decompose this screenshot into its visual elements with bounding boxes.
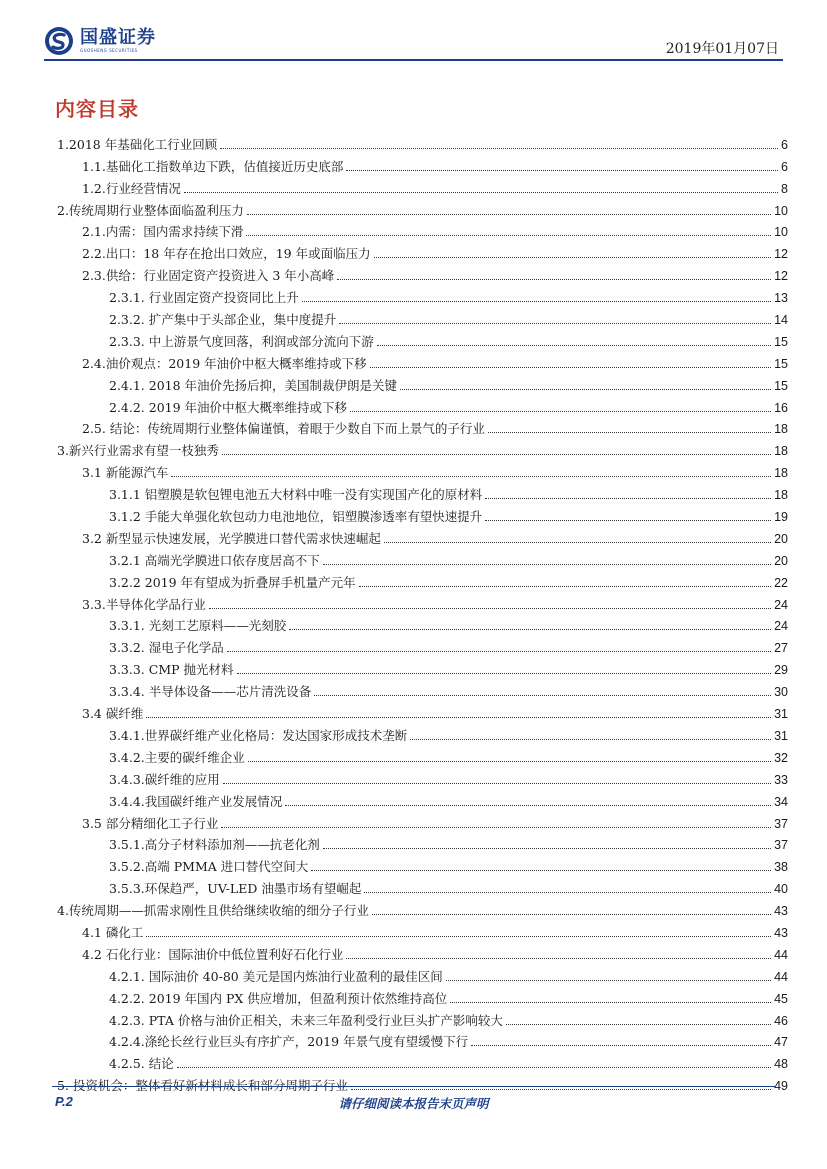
toc-entry-page: 49 [774, 1079, 788, 1094]
toc-dot-leader [372, 914, 771, 915]
toc-entry[interactable] [57, 810, 788, 832]
company-name: 国盛证券 [80, 27, 156, 48]
toc-dot-leader [314, 695, 771, 696]
toc-dot-leader [221, 827, 771, 828]
footer-divider [52, 1086, 775, 1087]
toc-dot-leader [339, 323, 771, 324]
toc-entry-label: 3.5.1.高分子材料添加剂——抗老化剂 [109, 837, 320, 853]
toc-dot-leader [285, 805, 771, 806]
toc-entry-page: 44 [774, 947, 788, 962]
toc-entry-page: 24 [774, 597, 788, 612]
toc-entry-page: 48 [774, 1057, 788, 1072]
toc-entry[interactable] [57, 1007, 788, 1029]
toc-entry-page: 27 [774, 641, 788, 656]
toc-entry-page: 10 [774, 203, 788, 218]
toc-dot-leader [177, 1067, 771, 1068]
toc-entry[interactable] [57, 613, 788, 635]
toc-dot-leader [374, 257, 771, 258]
toc-entry-page: 32 [774, 750, 788, 765]
toc-entry-page: 31 [774, 707, 788, 722]
toc-entry[interactable] [57, 350, 788, 372]
toc-entry-page: 12 [774, 269, 788, 284]
toc-entry-label: 4.传统周期——抓需求刚性且供给继续收缩的细分子行业 [57, 903, 369, 919]
toc-entry-label: 3.3.1. 光刻工艺原料——光刻胶 [109, 618, 287, 634]
toc-dot-leader [400, 389, 771, 390]
toc-dot-leader [485, 498, 771, 499]
toc-entry-page: 12 [774, 247, 788, 262]
header-divider [44, 59, 783, 61]
footer-disclaimer: 请仔细阅读本报告末页声明 [338, 1096, 489, 1111]
toc-entry[interactable] [57, 503, 788, 525]
toc-entry-label: 2.4.1. 2018 年油价先扬后抑，美国制裁伊朗是关键 [109, 377, 398, 393]
toc-entry-page: 22 [774, 575, 788, 590]
toc-entry-page: 6 [781, 137, 788, 152]
toc-dot-leader [247, 214, 771, 215]
toc-dot-leader [209, 608, 771, 609]
toc-entry-label: 2.3.供给：行业固定资产投资进入 3 年小高峰 [82, 268, 335, 284]
toc-entry-label: 3.3.2. 湿电子化学品 [109, 640, 224, 656]
toc-entry-page: 14 [774, 313, 788, 328]
toc-entry[interactable] [57, 131, 788, 153]
toc-dot-leader [248, 761, 771, 762]
toc-entry[interactable] [57, 766, 788, 788]
toc-dot-leader [384, 542, 771, 543]
toc-dot-leader [410, 739, 771, 740]
toc-entry-label: 3.1.1 铝塑膜是软包锂电池五大材料中唯一没有实现国产化的原材料 [109, 487, 483, 503]
toc-entry-label: 2.传统周期行业整体面临盈利压力 [57, 202, 244, 218]
toc-entry[interactable] [57, 1050, 788, 1072]
toc-dot-leader [227, 651, 771, 652]
toc-entry-label: 3.4.2.主要的碳纤维企业 [109, 749, 245, 765]
toc-entry[interactable] [57, 306, 788, 328]
toc-entry[interactable] [57, 700, 788, 722]
toc-entry-label: 3.5 部分精细化工子行业 [82, 815, 219, 831]
toc-entry[interactable] [57, 1029, 788, 1051]
report-date: 2019年01月07日 [665, 41, 779, 57]
toc-dot-leader [289, 629, 771, 630]
toc-entry[interactable] [57, 262, 788, 284]
toc-entry[interactable] [57, 897, 788, 919]
toc-entry-page: 18 [774, 422, 788, 437]
toc-entry[interactable] [57, 394, 788, 416]
toc-entry-page: 31 [774, 728, 788, 743]
toc-entry[interactable] [57, 569, 788, 591]
toc-entry-label: 3.5.3.环保趋严，UV-LED 油墨市场有望崛起 [109, 881, 362, 897]
toc-entry-page: 43 [774, 904, 788, 919]
toc-entry-page: 15 [774, 334, 788, 349]
toc-title: 内容目录 [55, 97, 139, 121]
toc-entry[interactable] [57, 678, 788, 700]
toc-dot-leader [488, 432, 771, 433]
toc-entry[interactable] [57, 284, 788, 306]
toc-entry-page: 16 [774, 400, 788, 415]
toc-entry[interactable] [57, 853, 788, 875]
toc-entry-label: 2.3.3. 中上游景气度回落，利润或部分流向下游 [109, 333, 374, 349]
toc-entry-label: 2.4.油价观点：2019 年油价中枢大概率维持或下移 [82, 355, 367, 371]
toc-entry[interactable] [57, 240, 788, 262]
toc-entry-page: 45 [774, 991, 788, 1006]
toc-entry-label: 4.1 磷化工 [82, 924, 144, 940]
toc-dot-leader [346, 170, 778, 171]
toc-entry-label: 1.2018 年基础化工行业回顾 [57, 136, 218, 152]
toc-dot-leader [220, 148, 778, 149]
toc-dot-leader [506, 1024, 771, 1025]
toc-dot-leader [346, 958, 771, 959]
toc-entry-page: 34 [774, 794, 788, 809]
toc-entry-page: 20 [774, 553, 788, 568]
toc-entry-page: 46 [774, 1013, 788, 1028]
toc-entry[interactable] [57, 175, 788, 197]
toc-entry-page: 29 [774, 663, 788, 678]
toc-entry-label: 3.5.2.高端 PMMA 进口替代空间大 [109, 859, 309, 875]
toc-entry-label: 2.2.出口：18 年存在抢出口效应，19 年或面临压力 [82, 246, 371, 262]
toc-entry-label: 5. 投资机会：整体看好新材料成长和部分周期子行业 [57, 1078, 348, 1094]
toc-entry[interactable] [57, 875, 788, 897]
toc-dot-leader [364, 892, 771, 893]
toc-dot-leader [377, 345, 771, 346]
toc-entry-page: 38 [774, 860, 788, 875]
toc-dot-leader [350, 411, 771, 412]
toc-dot-leader [323, 848, 771, 849]
toc-entry[interactable] [57, 941, 788, 963]
toc-entry-label: 2.4.2. 2019 年油价中枢大概率维持或下移 [109, 399, 348, 415]
toc-entry[interactable] [57, 416, 788, 438]
toc-entry-page: 6 [781, 159, 788, 174]
toc-entry-page: 47 [774, 1035, 788, 1050]
company-sub-name: GUOSHENG SECURITIES [80, 48, 138, 53]
toc-entry-label: 3.4.1.世界碳纤维产业化格局：发达国家形成技术垄断 [109, 727, 408, 743]
toc-entry-label: 4.2.3. PTA 价格与油价正相关，未来三年盈利受行业巨头扩产影响较大 [109, 1012, 503, 1028]
toc-dot-leader [146, 717, 771, 718]
toc-dot-leader [222, 454, 771, 455]
toc-entry-page: 37 [774, 816, 788, 831]
toc-entry-label: 4.2.2. 2019 年国内 PX 供应增加，但盈利预计依然维持高位 [109, 990, 448, 1006]
toc-entry[interactable] [57, 153, 788, 175]
toc-dot-leader [171, 476, 771, 477]
toc-entry-page: 10 [774, 225, 788, 240]
toc-dot-leader [246, 235, 771, 236]
toc-entry[interactable] [57, 985, 788, 1007]
toc-entry[interactable] [57, 722, 788, 744]
toc-dot-leader [337, 279, 771, 280]
toc-entry-page: 37 [774, 838, 788, 853]
guosheng-logo-icon [44, 26, 74, 56]
toc-entry-label: 3.4 碳纤维 [82, 706, 144, 722]
toc-dot-leader [471, 1045, 771, 1046]
company-logo [44, 26, 156, 56]
toc-entry-label: 4.2.5. 结论 [109, 1056, 174, 1072]
toc-entry-page: 44 [774, 969, 788, 984]
table-of-contents [57, 131, 788, 1094]
toc-entry-page: 18 [774, 488, 788, 503]
toc-entry[interactable] [57, 591, 788, 613]
toc-entry-page: 15 [774, 378, 788, 393]
toc-entry[interactable] [57, 197, 788, 219]
toc-entry-label: 3.1 新能源汽车 [82, 465, 169, 481]
toc-dot-leader [184, 192, 778, 193]
toc-entry-label: 3.4.3.碳纤维的应用 [109, 771, 220, 787]
toc-entry[interactable] [57, 459, 788, 481]
toc-entry[interactable] [57, 963, 788, 985]
toc-entry-label: 3.2 新型显示快速发展，光学膜进口替代需求快速崛起 [82, 530, 381, 546]
toc-entry[interactable] [57, 219, 788, 241]
toc-dot-leader [237, 673, 772, 674]
toc-entry-label: 3.4.4.我国碳纤维产业发展情况 [109, 793, 283, 809]
toc-dot-leader [370, 367, 771, 368]
toc-entry[interactable] [57, 656, 788, 678]
toc-dot-leader [485, 520, 771, 521]
toc-entry[interactable] [57, 525, 788, 547]
toc-entry-label: 2.3.2. 扩产集中于头部企业，集中度提升 [109, 312, 337, 328]
toc-entry[interactable] [57, 1072, 788, 1094]
toc-entry-label: 3.2.1 高端光学膜进口依存度居高不下 [109, 552, 320, 568]
toc-entry-page: 30 [774, 685, 788, 700]
toc-entry[interactable] [57, 481, 788, 503]
toc-dot-leader [223, 783, 771, 784]
toc-entry-page: 18 [774, 466, 788, 481]
toc-dot-leader [359, 586, 772, 587]
toc-entry-page: 8 [781, 181, 788, 196]
toc-dot-leader [323, 564, 771, 565]
toc-dot-leader [446, 980, 771, 981]
toc-entry-label: 2.1.内需：国内需求持续下滑 [82, 224, 244, 240]
toc-entry-label: 3.3.3. CMP 抛光材料 [109, 662, 234, 678]
toc-dot-leader [302, 301, 771, 302]
toc-entry-page: 19 [774, 510, 788, 525]
toc-entry-label: 2.5. 结论：传统周期行业整体偏谨慎，着眼于少数自下而上景气的子行业 [82, 421, 485, 437]
toc-entry-label: 3.3.4. 半导体设备——芯片清洗设备 [109, 684, 312, 700]
toc-dot-leader [311, 870, 771, 871]
toc-entry-label: 4.2.4.涤纶长丝行业巨头有序扩产，2019 年景气度有望缓慢下行 [109, 1034, 469, 1050]
toc-entry-label: 4.2 石化行业：国际油价中低位置利好石化行业 [82, 946, 344, 962]
toc-dot-leader [146, 936, 771, 937]
toc-entry-label: 3.1.2 手能大单强化软包动力电池地位，铝塑膜渗透率有望快速提升 [109, 509, 483, 525]
toc-entry-label: 2.3.1. 行业固定资产投资同比上升 [109, 290, 299, 306]
toc-entry-page: 20 [774, 531, 788, 546]
toc-entry-page: 40 [774, 882, 788, 897]
toc-entry-label: 3.2.2 2019 年有望成为折叠屏手机量产元年 [109, 574, 356, 590]
toc-entry-label: 3.新兴行业需求有望一枝独秀 [57, 443, 219, 459]
toc-entry-label: 1.1.基础化工指数单边下跌，估值接近历史底部 [82, 158, 344, 174]
footer-page-number: P.2 [55, 1094, 73, 1109]
toc-dot-leader [351, 1089, 771, 1090]
toc-entry-page: 15 [774, 356, 788, 371]
toc-entry-page: 33 [774, 772, 788, 787]
toc-entry[interactable] [57, 437, 788, 459]
toc-entry-label: 4.2.1. 国际油价 40-80 美元是国内炼油行业盈利的最佳区间 [109, 968, 443, 984]
toc-entry[interactable] [57, 788, 788, 810]
toc-dot-leader [450, 1002, 771, 1003]
toc-entry-label: 1.2.行业经营情况 [82, 180, 181, 196]
toc-entry-page: 43 [774, 925, 788, 940]
toc-entry[interactable] [57, 328, 788, 350]
toc-entry-page: 13 [774, 291, 788, 306]
toc-entry-page: 24 [774, 619, 788, 634]
toc-entry-page: 18 [774, 444, 788, 459]
toc-entry[interactable] [57, 372, 788, 394]
toc-entry[interactable] [57, 832, 788, 854]
toc-entry[interactable] [57, 744, 788, 766]
toc-entry[interactable] [57, 919, 788, 941]
toc-entry[interactable] [57, 634, 788, 656]
toc-entry-label: 3.3.半导体化学品行业 [82, 596, 206, 612]
toc-entry[interactable] [57, 547, 788, 569]
